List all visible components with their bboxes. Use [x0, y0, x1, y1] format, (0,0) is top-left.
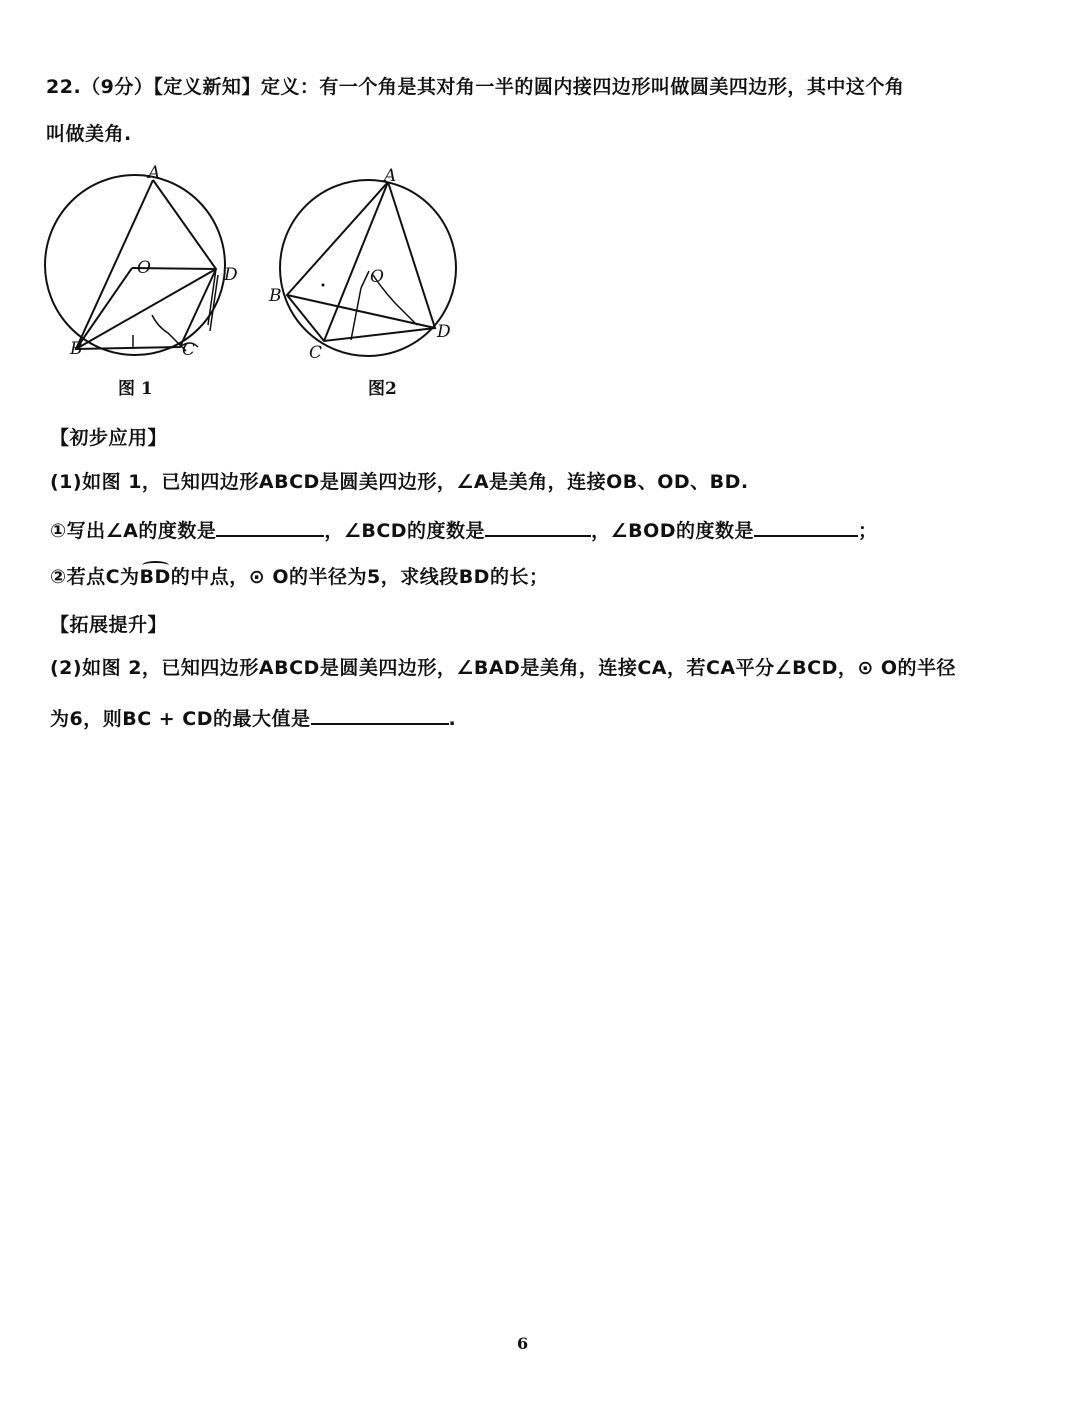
figure-2-caption: 图2: [368, 379, 397, 399]
q1a-mid1: ，∠BCD的度数是: [324, 520, 486, 542]
question-1b: [50, 562, 548, 589]
fig2-label-d: D: [437, 322, 451, 342]
answer-blank-max-sum[interactable]: [311, 703, 449, 725]
fig1-segment-bd: [76, 269, 216, 349]
fig1-label-c: C: [182, 340, 196, 360]
answer-blank-angle-bod[interactable]: [754, 515, 858, 537]
fig1-label-b: B: [70, 339, 83, 359]
problem-header: 22.（9分）【定义新知】定义：有一个角是其对角一半的圆内接四边形叫做圆美四边形，其中这个角: [46, 76, 905, 98]
fig1-circle: [45, 175, 225, 355]
q1b-prefix: ②若点C为: [50, 566, 140, 588]
question-1: (1)如图 1，已知四边形ABCD是圆美四边形，∠A是美角，连接OB、OD、BD.: [50, 471, 749, 493]
figure-1-caption: 图 1: [118, 379, 153, 399]
fig1-segment-ob: [76, 268, 132, 349]
fig2-quadrilateral: [287, 182, 435, 341]
fig2-label-o: O: [370, 267, 384, 287]
section-title-preliminary: 【初步应用】: [50, 427, 168, 449]
q2-prefix: 为6，则BC + CD的最大值是: [50, 708, 311, 730]
figure-2: [265, 165, 475, 365]
fig2-label-a: A: [384, 166, 397, 186]
fig2-dot: [322, 284, 325, 287]
section-title-extension: 【拓展提升】: [50, 614, 168, 636]
answer-blank-angle-bcd[interactable]: [485, 515, 591, 537]
q1a-end: ；: [858, 520, 878, 542]
question-2-continued: [50, 703, 456, 731]
problem-header-continued: 叫做美角.: [46, 123, 132, 145]
figure-1: [40, 165, 260, 365]
fig2-label-c: C: [309, 343, 323, 363]
q1a-mid2: ，∠BOD的度数是: [591, 520, 755, 542]
fig2-stroke-3: [361, 271, 369, 288]
fig1-label-d: D: [224, 265, 238, 285]
fig1-label-o: O: [137, 258, 151, 278]
q2-end: .: [448, 708, 457, 730]
question-1a: [50, 515, 878, 543]
fig2-stroke-1: [351, 288, 361, 340]
page-number: 6: [517, 1334, 529, 1353]
answer-blank-angle-a[interactable]: [216, 515, 324, 537]
question-2: (2)如图 2，已知四边形ABCD是圆美四边形，∠BAD是美角，连接CA，若CA平分∠BCD，⊙ O的半径: [50, 657, 957, 679]
q1a-prefix: ①写出∠A的度数是: [50, 520, 217, 542]
fig1-label-a: A: [148, 165, 161, 183]
arc-bd: BD: [139, 566, 171, 588]
fig2-label-b: B: [269, 286, 282, 306]
fig1-stroke-3: [208, 269, 218, 331]
q1b-suffix: 的中点，⊙ O的半径为5，求线段BD的长；: [170, 566, 549, 588]
